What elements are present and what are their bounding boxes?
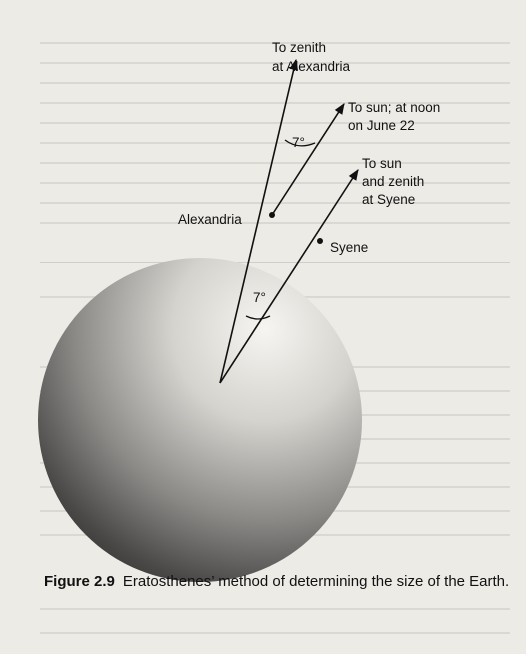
alexandria-point <box>269 212 275 218</box>
label-syene: Syene <box>330 240 369 255</box>
earth-sphere <box>38 258 362 582</box>
figure-number: Figure 2.9 <box>44 573 115 590</box>
label-alexandria: Alexandria <box>178 212 242 227</box>
label-sun-noon-2: on June 22 <box>348 118 415 133</box>
caption-text: Eratosthenes’ method of determining the size of the Earth. <box>122 573 510 590</box>
label-sun-syene-1: To sun <box>362 156 402 171</box>
label-sun-noon-1: To sun; at noon <box>348 100 441 115</box>
label-zenith-alexandria-1: To zenith <box>272 40 327 55</box>
label-sun-syene-3: at Syene <box>362 192 416 207</box>
label-angle-center: 7° <box>253 290 266 305</box>
figure-caption <box>44 572 514 591</box>
sun-ray-alexandria <box>272 104 344 215</box>
syene-point <box>317 238 323 244</box>
label-sun-syene-2: and zenith <box>362 174 425 189</box>
label-zenith-alexandria-2: at Alexandria <box>272 59 351 74</box>
label-angle-top: 7° <box>292 135 305 150</box>
